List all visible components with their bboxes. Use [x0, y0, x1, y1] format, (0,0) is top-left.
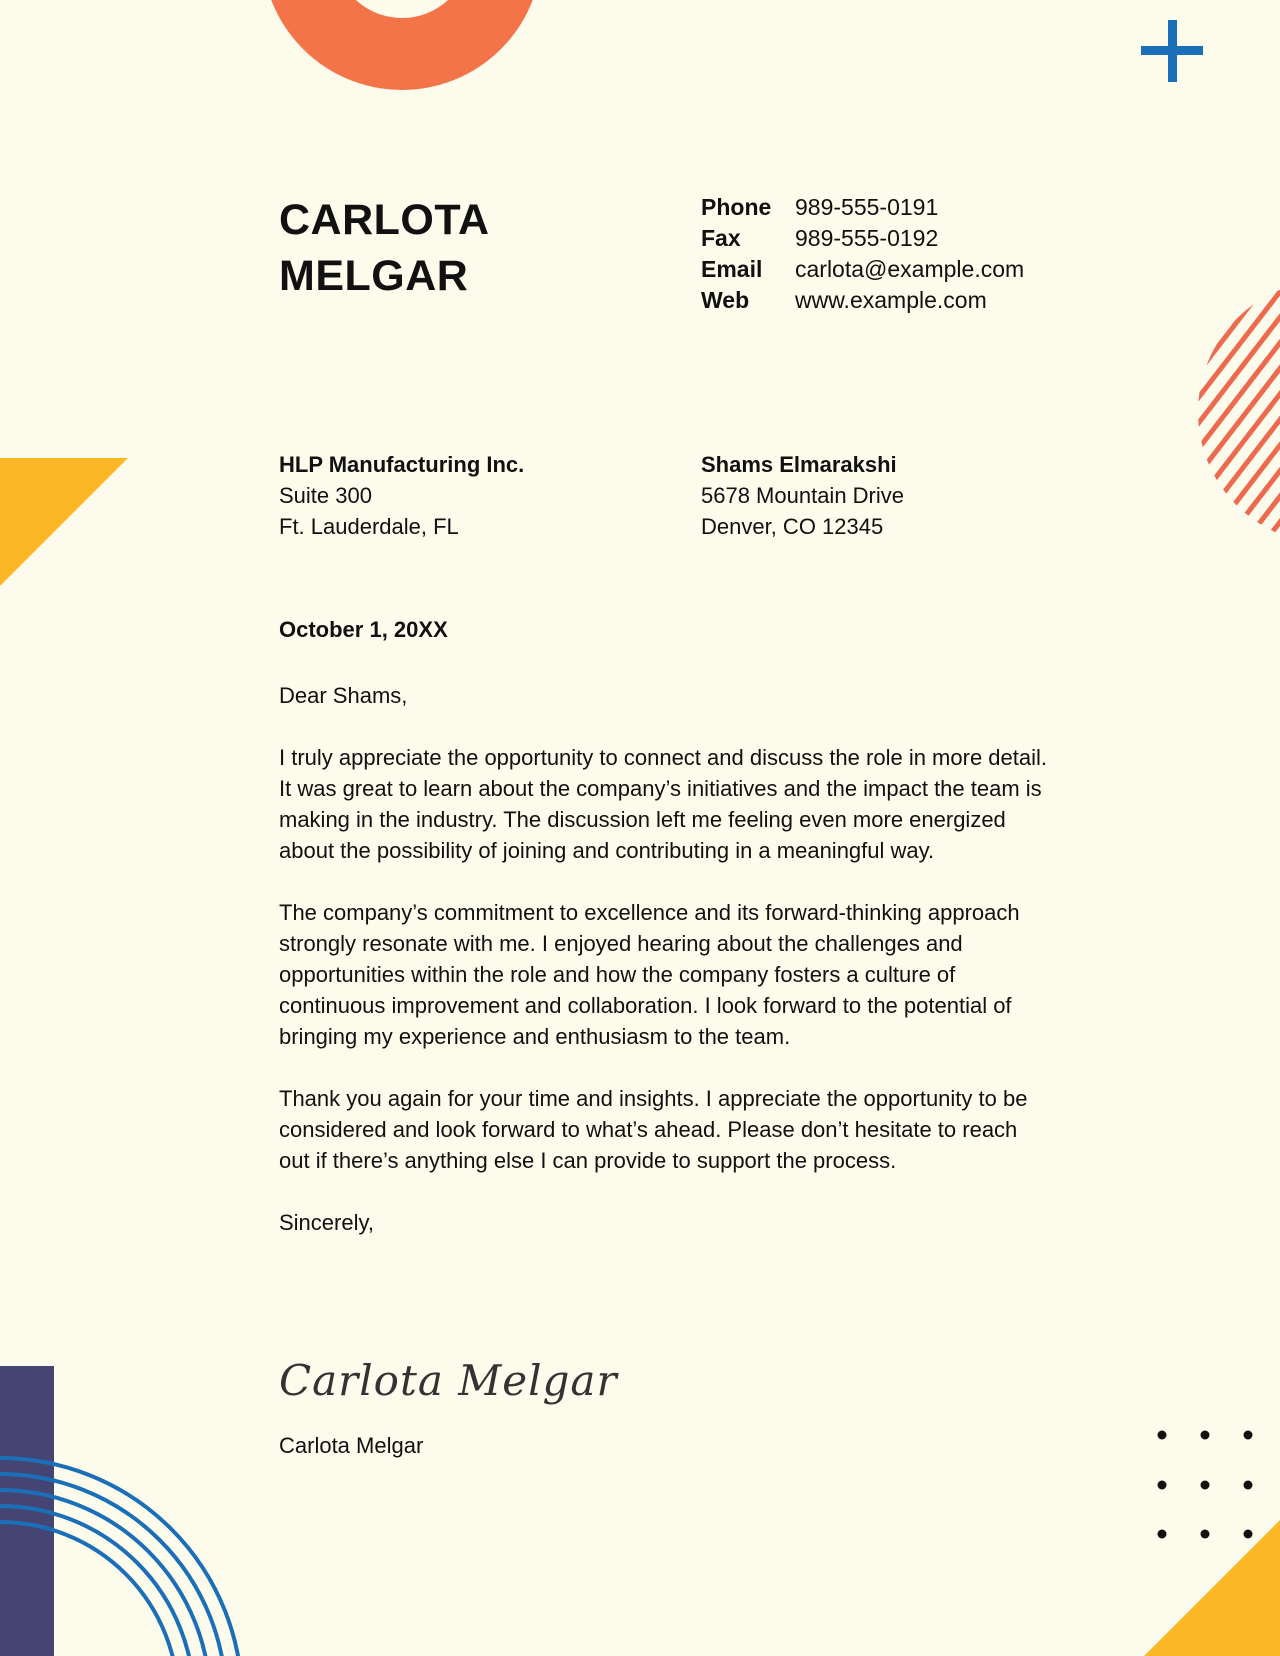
signed-name: Carlota Melgar	[279, 1433, 424, 1458]
yellow-triangle-left	[0, 458, 128, 586]
to-line1: 5678 Mountain Drive	[701, 483, 905, 508]
contact-row-phone	[701, 192, 1024, 223]
contact-label: Web	[701, 287, 750, 313]
plus-icon	[1141, 20, 1203, 82]
contact-value: 989-555-0191	[795, 194, 939, 220]
contact-label: Email	[701, 256, 763, 282]
from-address	[279, 449, 524, 542]
from-company: HLP Manufacturing Inc.	[279, 452, 525, 477]
sender-last-name: MELGAR	[279, 252, 469, 300]
striped-circle-shape	[1028, 180, 1280, 610]
body-paragraph: Thank you again for your time and insights. I appreciate the opportunity to be considered and look forward to what’s ahead. Please don’t hesitate to reach out if there’s anything else I can provide to support the process.	[279, 1086, 1028, 1173]
to-address	[701, 449, 904, 542]
contact-info	[701, 192, 1024, 316]
signature: Carlota Melgar	[279, 1356, 618, 1405]
from-line2: Ft. Lauderdale, FL	[279, 514, 459, 539]
sender-name	[279, 192, 490, 304]
sender-first-name: CARLOTA	[279, 196, 490, 244]
yellow-triangle-right	[1144, 1520, 1280, 1656]
orange-ring-shape	[298, 0, 506, 54]
body-paragraph: I truly appreciate the opportunity to connect and discuss the role in more detail. It was great to learn about the company’s initiatives and the impact the team is making in the industry. The discussion left me feeling even more energized about the possibility of joining and contributing in a meaningful way.	[279, 745, 1047, 863]
from-line1: Suite 300	[279, 483, 372, 508]
to-line2: Denver, CO 12345	[701, 514, 884, 539]
body-paragraph: The company’s commitment to excellence and its forward-thinking approach strongly resonate with me. I enjoyed hearing about the challenges and opportunities within the role and how the company fosters a culture of continuous improvement and collaboration. I look forward to the potential of bringing my experience and enthusiasm to the team.	[279, 900, 1020, 1049]
contact-value: 989-555-0192	[795, 225, 939, 251]
salutation: Dear Shams,	[279, 683, 408, 708]
dot-grid-shape	[1158, 1431, 1253, 1539]
closing: Sincerely,	[279, 1210, 374, 1235]
letter-body	[279, 680, 1049, 1269]
letter-date: October 1, 20XX	[279, 617, 448, 642]
contact-label: Phone	[701, 194, 772, 220]
contact-row-fax	[701, 223, 1024, 254]
to-name: Shams Elmarakshi	[701, 452, 897, 477]
contact-label: Fax	[701, 225, 741, 251]
contact-value[interactable]: www.example.com	[795, 287, 987, 313]
contact-row-email	[701, 254, 1024, 285]
contact-value[interactable]: carlota@example.com	[795, 256, 1025, 282]
contact-row-web	[701, 285, 1024, 316]
